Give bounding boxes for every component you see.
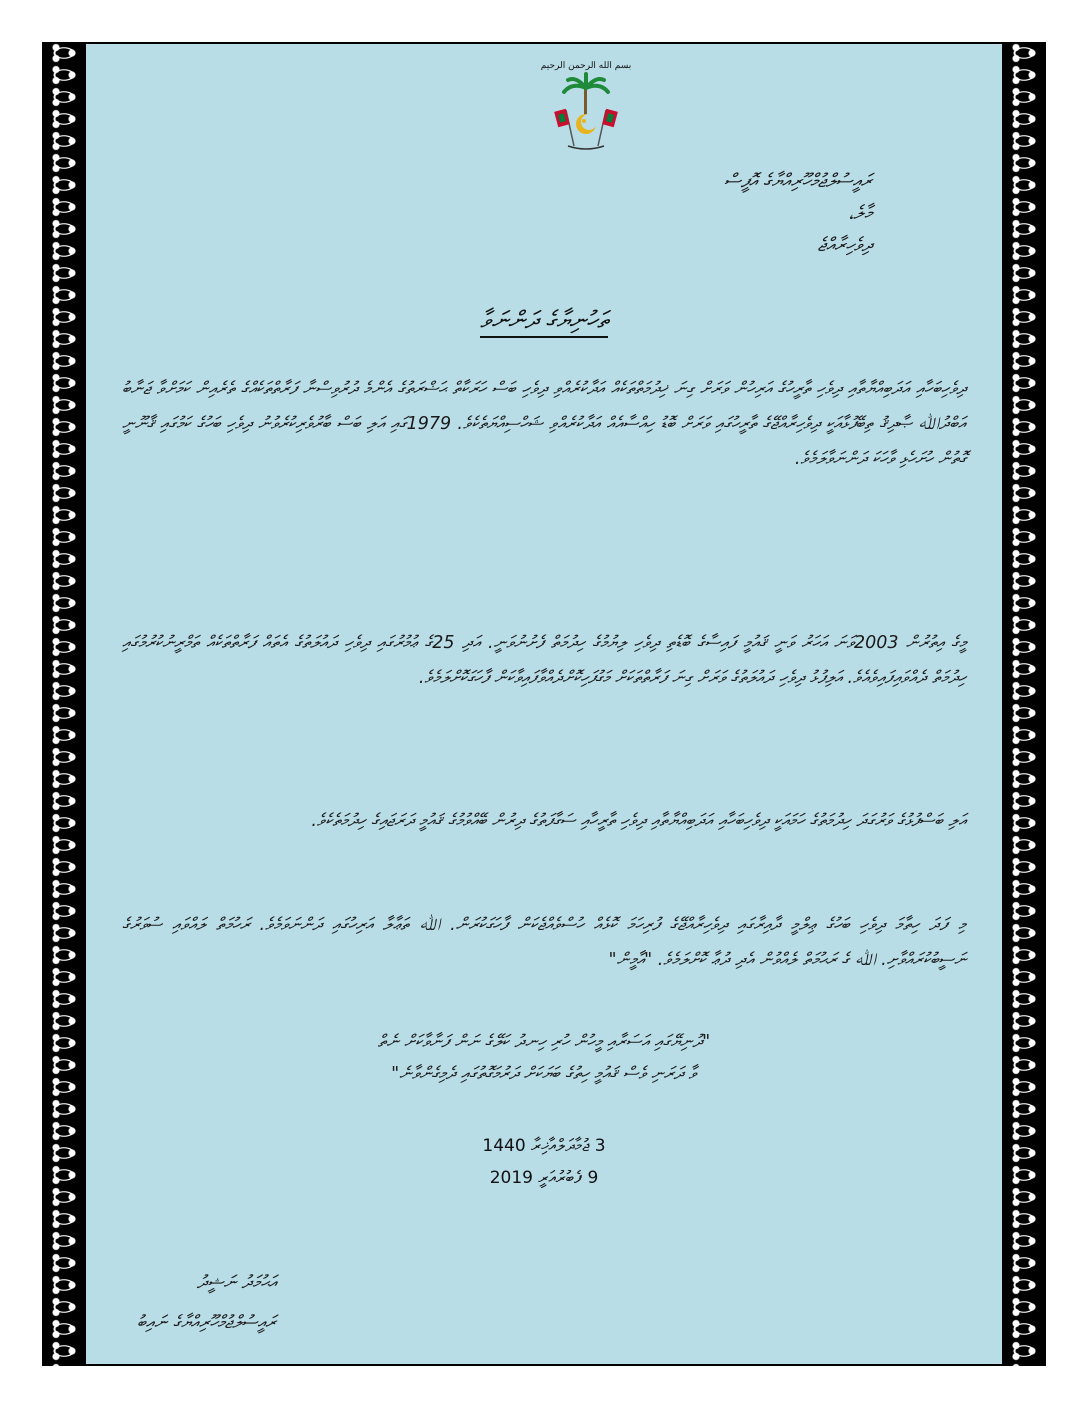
office-name: ރައީސުލްޖުމްހޫރިއްޔާގެ އޮފީސް (723, 170, 872, 192)
date-hijri: 3 ޖުމާދަލްއާޚިރާ 1440 (482, 1136, 606, 1156)
page-title-text: ތަހުނިޔާގެ ދަންނަވާ (480, 306, 608, 338)
state-emblem (540, 58, 632, 158)
page-title (86, 306, 1002, 334)
poem-line-2: ވާ ދަރަނި ވެސް ޤައުމީ ހިތުގެ ބަޔަކަށް ދަރުމަގޮތުގައި ދެމިގެންވާނެ" (391, 1064, 697, 1084)
palm-tree-icon (564, 74, 608, 118)
flag-right-icon (598, 109, 618, 146)
paragraph-4: މި ފަދަ ހިތާމަ ދިވެހި ބަހުގެ ޢިލްމީ ދާއިރާގައި ދިވެހިރާއްޖޭގެ ފުރިހަމަ ކޮޅެއް ހުސްވެއްޖެކަން ފާހަގަކުރަން. ﷲ ތަޢާލާ އަރިހުގައި ދަންނަވަމެވެ. ރަހުމަތް ލައްވައި ސުވަރުގެ ނަސީބުކުރައްވާށި. ﷲ ގެ ރަޙުމަތް ލެއްވުން އެދި ދުޢާ ކޮށްލަމެވެ. "އާމީން" (122, 915, 966, 970)
office-country: ދިވެހިރާއްޖެ (817, 234, 872, 256)
signature-title: ރައީސުލްޖުމްހޫރިއްޔާގެ ނައިބު (137, 1312, 276, 1333)
flag-left-icon (554, 109, 574, 146)
bismillah-calligraphy: بسم الله الرحمن الرحيم (540, 61, 632, 71)
letter-panel (86, 44, 1002, 1364)
paragraph-2: މީގެ އިތުރުން 2003ވަނަ އަހަރު ވަނީ ޤައުމީ ފައިސާގެ ބޮޑެތި ދިވެހި ލިޔުމުގެ ހިދުމަތް ފެށުނުވަނީ. އަދި 25ގެ ޢުމުރުގައި ދިވެހި ދައުލަތުގެ އެތައް ފަރާތްތަކެއް ތަމްރީނުކުރުމުގައި ހިދުމަތް ދެއްވައިފައިވެއެވެ. އަލިފުޅު ދިވެހި ދައުލަތުގެ ވަރަށް ގިނަ ފަރާތްތަކަށް މަގުފަހިކޮށްދެއްވާފައިވާކަން ފާހަގަކޮށްލަމެވެ. (122, 633, 966, 688)
signature-name: އަޙުމަދު ނަޝީދު (196, 1272, 276, 1293)
paragraph-1: ދިވެހިބަހާއި އަދަބިއްޔާތާއި ދިވެހި ތާރީހުގެ އަރިހުން ވަރަށް ގިނަ ޚިދުމަތްތަކެއް އަދާކުރެއްވި ދިވެހި ބަސް ހަރަކާތް ޙަޟްރަތުގެ އެންމެ ދުރުވިސްނާ ފަރާތްތަކެއްގެ ތެރެއިން ކަމަށްވާ ޖަނާބު އަބްދުﷲ ޞާދިޤު ތިބޭފުޅާއަކީ ދިވެހިރާއްޖޭގެ ތާރީހުގައި ވަރަށް ބޮޑު ހިއްސާއެއް އަދާކުރެއްވި ޝަހްސިއްޔަތެކެވެ. 1979ގައި އަލި ބަސް ބާރުވެރިކުރެވުނު ދިވެހި ބަހުގެ ކަމުގައި ޤާނޫނީ ގޮތުން ހުށަހެޅި ވާހަކަ ދަންނަވާލަމެވެ. (122, 379, 966, 469)
emblem-scroll (568, 146, 604, 149)
ornamental-border-right (1004, 42, 1044, 1366)
paragraph-3: އަލި ބަސްފުޅުގެ ވަރުގަދަ ހިދުމަތުގެ ހަމައަކީ ދިވެހިބަހާއި އަދަބިއްޔާތާއި ދިވެހި ތާރީހާއި ސަގާފަތުގެ ދިރުން ބޭއްވުމުގެ ޤައުމީ ދަރަޖައިގެ ހިދުމަތެކެވެ. (311, 811, 966, 831)
ornamental-border-left (44, 42, 84, 1366)
poem-line-1: "ދުނިޔޭގައި އަސަރާއި މީހުން ހުރި ހިނދު ކަލޭގެ ނަން ފަނާވާކަށް ނެތް (377, 1032, 711, 1052)
office-city: މާލެ، (848, 202, 872, 224)
date-gregorian: 9 ފެބުރުއަރީ 2019 (489, 1168, 599, 1188)
crescent-star-icon (576, 114, 597, 134)
page-frame (42, 42, 1046, 1366)
